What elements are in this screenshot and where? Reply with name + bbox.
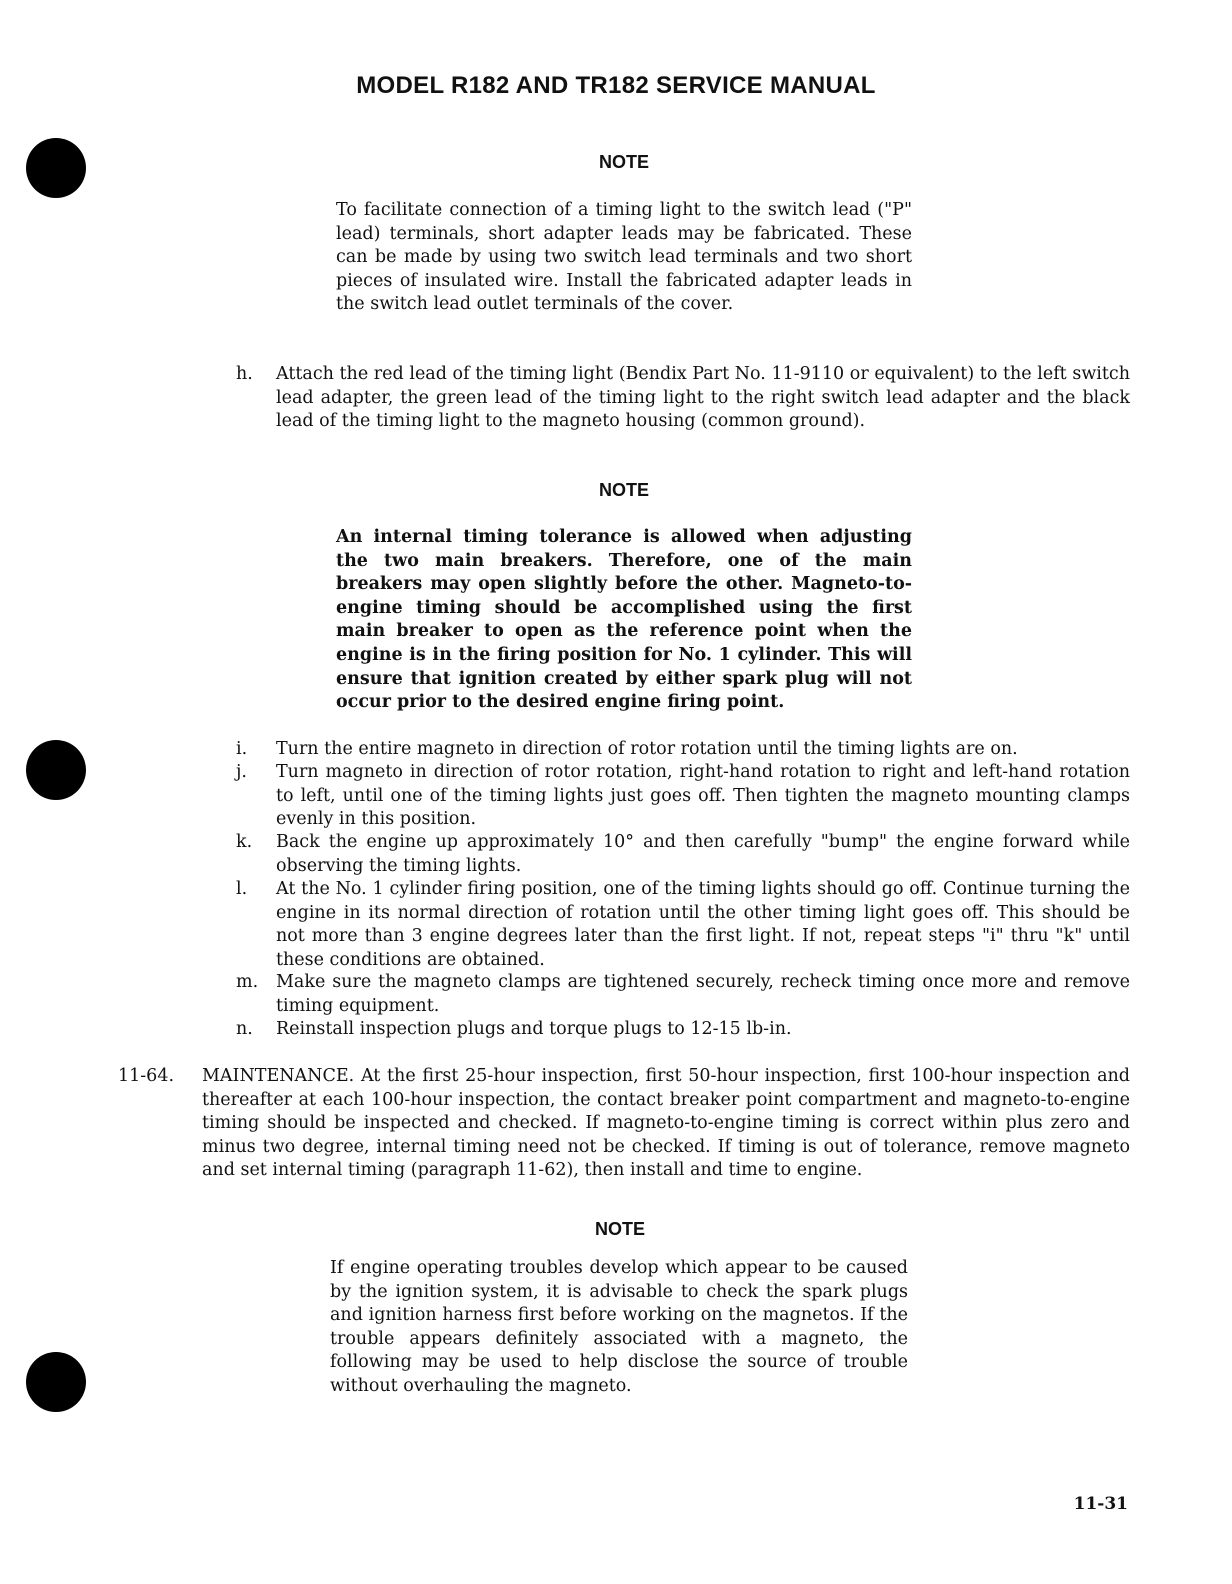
note-text: To facilitate connection of a timing light to the switch lead ("P" lead) terminals, short adapter leads may be fabricated. These can be made by using two switch lead terminals and two short pieces of insulated wire. Install the fabricated adapter leads in the switch lead outlet terminals of the cover.: [336, 200, 912, 315]
binder-hole-bottom: [26, 1352, 86, 1412]
page-title: MODEL R182 AND TR182 SERVICE MANUAL: [356, 72, 876, 99]
step-item: [236, 761, 1130, 832]
note-heading: NOTE: [598, 152, 649, 172]
paragraph-number: 11-64.: [118, 1066, 175, 1086]
maintenance-paragraph: [118, 1065, 1130, 1183]
note-heading: NOTE: [594, 1219, 645, 1239]
step-item: [236, 738, 1130, 762]
step-label: i.: [236, 739, 248, 759]
step-text: Make sure the magneto clamps are tightened securely, recheck timing once more and remove timing equipment.: [276, 972, 1130, 1016]
step-label: j.: [236, 762, 247, 782]
binder-hole-middle: [26, 740, 86, 800]
step-text: Attach the red lead of the timing light (Bendix Part No. 11-9110 or equivalent) to the left switch lead adapter, the green lead of the timing light to the right switch lead adapter and the black lead of the timing light to the magneto housing (common ground).: [276, 364, 1130, 431]
step-item: [236, 363, 1130, 434]
step-label: n.: [236, 1019, 253, 1039]
step-label: m.: [236, 972, 259, 992]
step-item: [236, 831, 1130, 878]
step-text: Turn magneto in direction of rotor rotation, right-hand rotation to right and left-hand rotation to left, until one of the timing lights just goes off. Then tighten the magneto mounting clamps evenly in this position.: [276, 762, 1130, 829]
note-text: An internal timing tolerance is allowed when adjusting the two main breakers. Therefore, one of the main breakers may open slightly before the other. Magneto-to-engine timing should be accomplished using the first main breaker to open as the reference point when the engine is in the firing position for No. 1 cylinder. This will ensure that ignition created by either spark plug will not occur prior to the desired engine firing point.: [336, 527, 912, 713]
paragraph-text: MAINTENANCE. At the first 25-hour inspection, first 50-hour inspection, first 100-hour inspection and thereafter at each 100-hour inspection, the contact breaker point compartment and magneto-to-engine timing should be inspected and checked. If magneto-to-engine timing is correct within plus zero and minus two degree, internal timing need not be checked. If timing is out of tolerance, remove magneto and set internal timing (paragraph 11-62), then install and time to engine.: [202, 1066, 1130, 1181]
note-text: If engine operating troubles develop which appear to be caused by the ignition system, it is advisable to check the spark plugs and ignition harness first before working on the magnetos. If the trouble appears definitely associated with a magneto, the following may be used to help disclose the source of trouble without overhauling the magneto.: [330, 1258, 908, 1396]
step-label: h.: [236, 364, 253, 384]
page-number: 11-31: [1073, 1494, 1128, 1514]
step-text: Back the engine up approximately 10° and then carefully "bump" the engine forward while observing the timing lights.: [276, 832, 1130, 876]
binder-hole-top: [26, 138, 86, 198]
step-label: k.: [236, 832, 253, 852]
step-label: l.: [236, 879, 248, 899]
step-item: [236, 878, 1130, 972]
step-item: [236, 971, 1130, 1018]
note-heading: NOTE: [598, 480, 649, 500]
step-text: Turn the entire magneto in direction of rotor rotation until the timing lights are on.: [276, 739, 1018, 759]
step-item: [236, 1018, 1130, 1042]
step-text: Reinstall inspection plugs and torque plugs to 12-15 lb-in.: [276, 1019, 792, 1039]
step-text: At the No. 1 cylinder firing position, one of the timing lights should go off. Continue turning the engine in its normal direction of rotation until the other timing light goes off. This should be not more than 3 engine degrees later than the first light. If not, repeat steps "i" thru "k" until these conditions are obtained.: [276, 879, 1130, 970]
